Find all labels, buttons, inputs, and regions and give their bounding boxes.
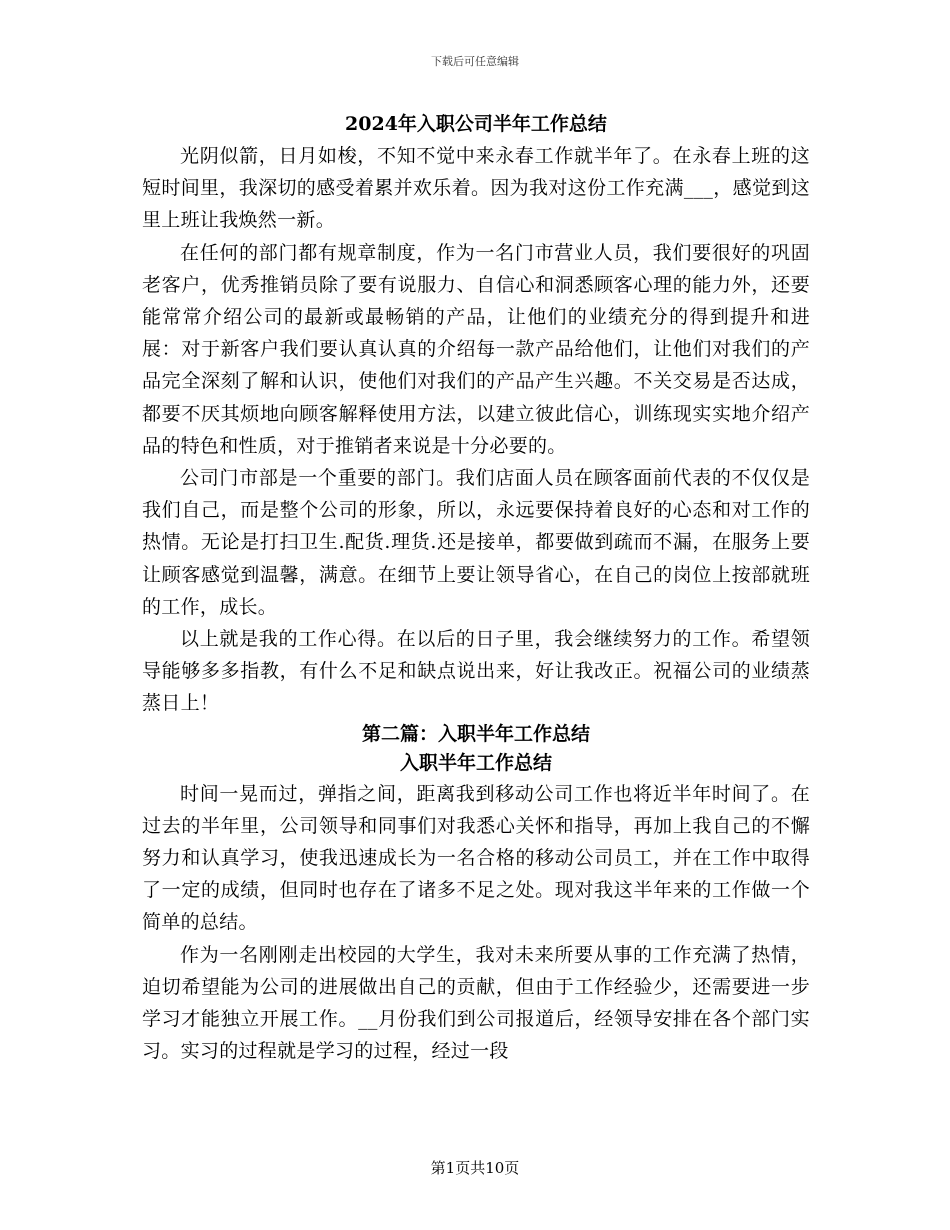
paragraph-3: 公司门市部是一个重要的部门。我们店面人员在顾客面前代表的不仅仅是我们自己，而是整个公司的形象，所以，永远要保持着良好的心态和对工作的热情。无论是打扫卫生.配货.理货.还是接单，都要做到疏而不漏，在服务上要让顾客感觉到温馨，满意。在细节上要让领导省心，在自己的岗位上按部就班的工作，成长。: [142, 467, 810, 618]
paragraph-2: 在任何的部门都有规章制度，作为一名门市营业人员，我们要很好的巩固老客户，优秀推销员除了要有说服力、自信心和洞悉顾客心理的能力外，还要能常常介绍公司的最新或最畅销的产品，让他们的业绩充分的得到提升和进展：对于新客户我们要认真认真的介绍每一款产品给他们，让他们对我们的产品完全深刻了解和认识，使他们对我们的产品产生兴趣。不关交易是否达成，都要不厌其烦地向顾客解释使用方法，以建立彼此信心，训练现实实地介绍产品的特色和性质，对于推销者来说是十分必要的。: [142, 241, 810, 457]
paragraph-5: 时间一晃而过，弹指之间，距离我到移动公司工作也将近半年时间了。在过去的半年里，公司领导和同事们对我悉心关怀和指导，再加上我自己的不懈努力和认真学习，使我迅速成长为一名合格的移动公司员工，并在工作中取得了一定的成绩，但同时也存在了诸多不足之处。现对我这半年来的工作做一个简单的总结。: [142, 782, 810, 934]
page-indicator: 第1页共10页: [430, 1159, 520, 1177]
header-note: 下载后可任意编辑: [431, 55, 519, 68]
paragraph-1: 光阴似箭，日月如梭，不知不觉中来永春工作就半年了。在永春上班的这短时间里，我深切的感受着累并欢乐着。因为我对这份工作充满___，感觉到这里上班让我焕然一新。: [142, 145, 810, 232]
paragraph-6: 作为一名刚刚走出校园的大学生，我对未来所要从事的工作充满了热情，迫切希望能为公司的进展做出自己的贡献，但由于工作经验少，还需要进一步学习才能独立开展工作。__月份我们到公司报道后，经领导安排在各个部门实习。实习的过程就是学习的过程，经过一段: [142, 943, 810, 1063]
section2-title: 入职半年工作总结: [399, 751, 552, 774]
paragraph-4: 以上就是我的工作心得。在以后的日子里，我会继续努力的工作。希望领导能够多多指教，有什么不足和缺点说出来，好让我改正。祝福公司的业绩蒸蒸日上！: [142, 628, 810, 715]
document-body: [142, 108, 810, 1067]
document-title: 2024年入职公司半年工作总结: [345, 113, 607, 135]
section2-heading: 第二篇：入职半年工作总结: [361, 722, 590, 745]
